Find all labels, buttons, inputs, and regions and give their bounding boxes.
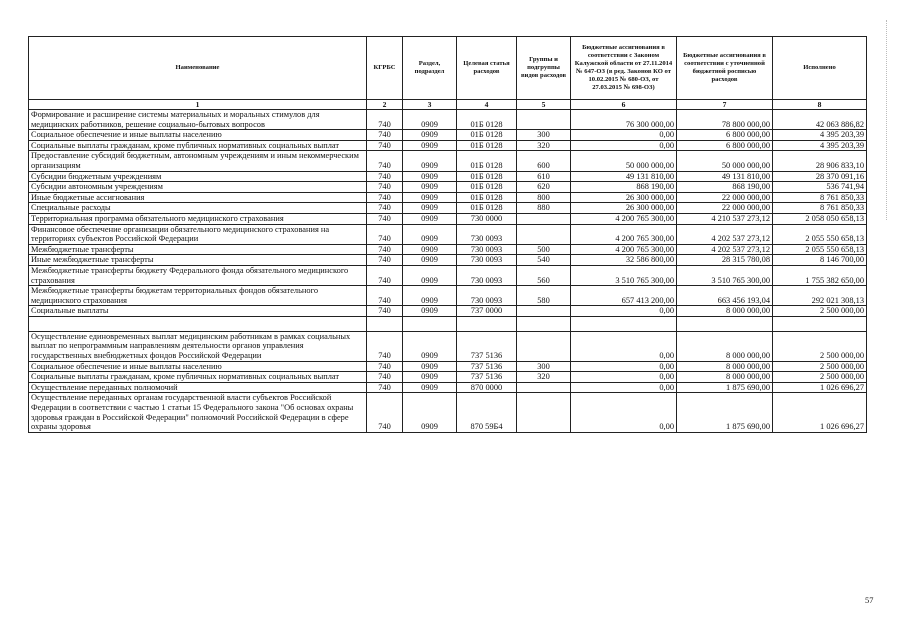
empty-cell	[571, 316, 677, 331]
table-row	[29, 224, 867, 244]
column-number: 7	[677, 100, 773, 110]
cell-executed: 1 026 696,27	[773, 393, 867, 432]
cell-refined: 868 190,00	[677, 182, 773, 193]
cell-refined: 50 000 000,00	[677, 151, 773, 171]
cell-law: 0,00	[571, 372, 677, 383]
cell-law: 32 586 800,00	[571, 255, 677, 266]
cell-kgrbs: 740	[367, 224, 403, 244]
cell-law: 0,00	[571, 130, 677, 141]
cell-refined: 28 315 780,08	[677, 255, 773, 266]
cell-name: Межбюджетные трансферты бюджетам территориальных фондов обязательного медицинского страхования	[29, 286, 367, 306]
cell-kgrbs: 740	[367, 265, 403, 285]
column-number: 1	[29, 100, 367, 110]
cell-executed: 2 500 000,00	[773, 331, 867, 361]
cell-name: Социальные выплаты гражданам, кроме публичных нормативных социальных выплат	[29, 372, 367, 383]
cell-name: Осуществление переданных полномочий	[29, 382, 367, 393]
header-refined: Бюджетные ассигнования в соответствии с уточненной бюджетной росписью расходов	[677, 37, 773, 100]
cell-refined: 4 210 537 273,12	[677, 213, 773, 224]
table-row	[29, 331, 867, 361]
cell-refined: 8 000 000,00	[677, 306, 773, 317]
cell-name: Финансовое обеспечение организации обязательного медицинского страхования на территориях субъектов Российской Федерации	[29, 224, 367, 244]
cell-groups	[517, 306, 571, 317]
cell-target: 730 0093	[457, 265, 517, 285]
table-row	[29, 151, 867, 171]
cell-kgrbs: 740	[367, 110, 403, 130]
header-name: Наименование	[29, 37, 367, 100]
cell-law: 50 000 000,00	[571, 151, 677, 171]
empty-cell	[29, 316, 367, 331]
cell-section: 0909	[403, 306, 457, 317]
cell-refined: 3 510 765 300,00	[677, 265, 773, 285]
scan-edge-mark	[885, 20, 887, 220]
cell-target: 730 0093	[457, 255, 517, 266]
cell-groups: 560	[517, 265, 571, 285]
cell-name: Иные бюджетные ассигнования	[29, 192, 367, 203]
cell-target: 01Б 0128	[457, 110, 517, 130]
table-row	[29, 171, 867, 182]
table-spacer-row	[29, 316, 867, 331]
header-law: Бюджетные ассигнования в соответствии с Законом Калужской области от 27.11.2014 № 647-ОЗ (в ред. Законов КО от 10.02.2015 № 680-ОЗ, от 27.03.2015 № 698-ОЗ)	[571, 37, 677, 100]
table-row	[29, 255, 867, 266]
cell-name: Иные межбюджетные трансферты	[29, 255, 367, 266]
cell-executed: 4 395 203,39	[773, 130, 867, 141]
cell-kgrbs: 740	[367, 331, 403, 361]
cell-law: 0,00	[571, 140, 677, 151]
cell-law: 0,00	[571, 393, 677, 432]
cell-kgrbs: 740	[367, 182, 403, 193]
cell-kgrbs: 740	[367, 192, 403, 203]
column-number: 2	[367, 100, 403, 110]
cell-target: 730 0093	[457, 286, 517, 306]
table-row	[29, 286, 867, 306]
cell-executed: 2 500 000,00	[773, 372, 867, 383]
cell-section: 0909	[403, 255, 457, 266]
cell-name: Социальное обеспечение и иные выплаты населению	[29, 361, 367, 372]
cell-name: Осуществление переданных органам государственной власти субъектов Российской Федерации в соответствии с частью 1 статьи 15 Федерального закона "Об основах охраны здоровья граждан в Российской Федерации" полномочий Российской Федерации в сфере охраны здоровья	[29, 393, 367, 432]
table-row	[29, 244, 867, 255]
cell-refined: 8 000 000,00	[677, 361, 773, 372]
cell-refined: 22 000 000,00	[677, 203, 773, 214]
table-row	[29, 372, 867, 383]
empty-cell	[367, 316, 403, 331]
cell-section: 0909	[403, 361, 457, 372]
table-header-row	[29, 37, 867, 100]
cell-name: Субсидии автономным учреждениям	[29, 182, 367, 193]
cell-target: 01Б 0128	[457, 130, 517, 141]
cell-name: Межбюджетные трансферты	[29, 244, 367, 255]
cell-target: 737 5136	[457, 361, 517, 372]
cell-section: 0909	[403, 393, 457, 432]
cell-groups	[517, 213, 571, 224]
cell-groups: 580	[517, 286, 571, 306]
cell-name: Предоставление субсидий бюджетным, автономным учреждениям и иным некоммерческим организациям	[29, 151, 367, 171]
cell-law: 76 300 000,00	[571, 110, 677, 130]
cell-executed: 4 395 203,39	[773, 140, 867, 151]
cell-section: 0909	[403, 213, 457, 224]
cell-section: 0909	[403, 372, 457, 383]
table-row	[29, 382, 867, 393]
cell-groups: 500	[517, 244, 571, 255]
cell-groups	[517, 382, 571, 393]
cell-target: 870 0000	[457, 382, 517, 393]
cell-executed: 292 021 308,13	[773, 286, 867, 306]
table-row	[29, 140, 867, 151]
table-row	[29, 110, 867, 130]
budget-execution-table	[28, 36, 867, 433]
cell-target: 01Б 0128	[457, 171, 517, 182]
cell-refined: 8 000 000,00	[677, 372, 773, 383]
header-section: Раздел, подраздел	[403, 37, 457, 100]
column-number: 6	[571, 100, 677, 110]
header-target: Целевая статья расходов	[457, 37, 517, 100]
cell-section: 0909	[403, 265, 457, 285]
cell-refined: 4 202 537 273,12	[677, 224, 773, 244]
cell-target: 01Б 0128	[457, 140, 517, 151]
cell-law: 49 131 810,00	[571, 171, 677, 182]
table-row	[29, 130, 867, 141]
cell-groups: 300	[517, 361, 571, 372]
cell-executed: 1 026 696,27	[773, 382, 867, 393]
cell-executed: 42 063 886,82	[773, 110, 867, 130]
empty-cell	[457, 316, 517, 331]
cell-groups: 320	[517, 372, 571, 383]
cell-section: 0909	[403, 192, 457, 203]
page-number: 57	[865, 596, 874, 605]
cell-executed: 28 370 091,16	[773, 171, 867, 182]
cell-kgrbs: 740	[367, 213, 403, 224]
cell-executed: 2 055 550 658,13	[773, 224, 867, 244]
table-row	[29, 182, 867, 193]
header-groups: Группы и подгруппы видов расходов	[517, 37, 571, 100]
cell-executed: 1 755 382 650,00	[773, 265, 867, 285]
cell-target: 01Б 0128	[457, 192, 517, 203]
cell-target: 870 59Б4	[457, 393, 517, 432]
cell-kgrbs: 740	[367, 171, 403, 182]
cell-target: 737 0000	[457, 306, 517, 317]
header-executed: Исполнено	[773, 37, 867, 100]
cell-kgrbs: 740	[367, 372, 403, 383]
cell-kgrbs: 740	[367, 203, 403, 214]
cell-name: Специальные расходы	[29, 203, 367, 214]
empty-cell	[773, 316, 867, 331]
column-number: 5	[517, 100, 571, 110]
column-number: 8	[773, 100, 867, 110]
cell-section: 0909	[403, 140, 457, 151]
cell-executed: 8 761 850,33	[773, 192, 867, 203]
cell-executed: 2 058 050 658,13	[773, 213, 867, 224]
cell-law: 26 300 000,00	[571, 203, 677, 214]
cell-executed: 2 055 550 658,13	[773, 244, 867, 255]
cell-kgrbs: 740	[367, 382, 403, 393]
cell-name: Социальное обеспечение и иные выплаты населению	[29, 130, 367, 141]
cell-name: Межбюджетные трансферты бюджету Федерального фонда обязательного медицинского страхования	[29, 265, 367, 285]
cell-law: 0,00	[571, 306, 677, 317]
cell-executed: 2 500 000,00	[773, 306, 867, 317]
cell-refined: 6 800 000,00	[677, 140, 773, 151]
cell-groups	[517, 110, 571, 130]
header-kgrbs: КГРБС	[367, 37, 403, 100]
column-number: 3	[403, 100, 457, 110]
cell-groups: 880	[517, 203, 571, 214]
column-number: 4	[457, 100, 517, 110]
cell-section: 0909	[403, 331, 457, 361]
cell-groups	[517, 224, 571, 244]
cell-target: 737 5136	[457, 372, 517, 383]
cell-law: 0,00	[571, 331, 677, 361]
cell-section: 0909	[403, 224, 457, 244]
cell-kgrbs: 740	[367, 255, 403, 266]
cell-kgrbs: 740	[367, 140, 403, 151]
cell-kgrbs: 740	[367, 306, 403, 317]
cell-groups: 600	[517, 151, 571, 171]
cell-name: Субсидии бюджетным учреждениям	[29, 171, 367, 182]
cell-refined: 663 456 193,04	[677, 286, 773, 306]
cell-law: 3 510 765 300,00	[571, 265, 677, 285]
cell-section: 0909	[403, 151, 457, 171]
cell-law: 4 200 765 300,00	[571, 213, 677, 224]
cell-target: 730 0000	[457, 213, 517, 224]
cell-law: 0,00	[571, 361, 677, 372]
cell-target: 737 5136	[457, 331, 517, 361]
empty-cell	[517, 316, 571, 331]
cell-law: 4 200 765 300,00	[571, 224, 677, 244]
table-row	[29, 361, 867, 372]
cell-groups: 320	[517, 140, 571, 151]
cell-refined: 49 131 810,00	[677, 171, 773, 182]
cell-kgrbs: 740	[367, 130, 403, 141]
cell-kgrbs: 740	[367, 151, 403, 171]
cell-executed: 28 906 833,10	[773, 151, 867, 171]
cell-refined: 78 800 000,00	[677, 110, 773, 130]
cell-refined: 4 202 537 273,12	[677, 244, 773, 255]
cell-groups: 540	[517, 255, 571, 266]
cell-name: Территориальная программа обязательного медицинского страхования	[29, 213, 367, 224]
cell-executed: 8 761 850,33	[773, 203, 867, 214]
cell-name: Социальные выплаты гражданам, кроме публичных нормативных социальных выплат	[29, 140, 367, 151]
cell-law: 26 300 000,00	[571, 192, 677, 203]
cell-executed: 8 146 700,00	[773, 255, 867, 266]
cell-name: Социальные выплаты	[29, 306, 367, 317]
cell-groups: 300	[517, 130, 571, 141]
cell-groups	[517, 331, 571, 361]
cell-target: 01Б 0128	[457, 203, 517, 214]
table-row	[29, 203, 867, 214]
cell-groups: 620	[517, 182, 571, 193]
cell-name: Формирование и расширение системы материальных и моральных стимулов для медицинских работников, решение социально-бытовых вопросов	[29, 110, 367, 130]
cell-refined: 1 875 690,00	[677, 382, 773, 393]
cell-section: 0909	[403, 182, 457, 193]
cell-target: 730 0093	[457, 224, 517, 244]
cell-target: 730 0093	[457, 244, 517, 255]
cell-kgrbs: 740	[367, 361, 403, 372]
table-row	[29, 192, 867, 203]
cell-name: Осуществление единовременных выплат медицинским работникам в рамках социальных выплат по непрограммным направлениям деятельности органов управления государственных внебюджетных фондов Российской Федерации	[29, 331, 367, 361]
cell-section: 0909	[403, 244, 457, 255]
cell-section: 0909	[403, 171, 457, 182]
cell-groups	[517, 393, 571, 432]
cell-refined: 22 000 000,00	[677, 192, 773, 203]
cell-section: 0909	[403, 286, 457, 306]
cell-kgrbs: 740	[367, 244, 403, 255]
table-row	[29, 393, 867, 432]
cell-groups: 800	[517, 192, 571, 203]
table-row	[29, 213, 867, 224]
cell-refined: 1 875 690,00	[677, 393, 773, 432]
cell-target: 01Б 0128	[457, 182, 517, 193]
cell-refined: 8 000 000,00	[677, 331, 773, 361]
column-number-row	[29, 100, 867, 110]
cell-groups: 610	[517, 171, 571, 182]
cell-section: 0909	[403, 130, 457, 141]
cell-section: 0909	[403, 110, 457, 130]
table-row	[29, 265, 867, 285]
cell-section: 0909	[403, 382, 457, 393]
cell-law: 4 200 765 300,00	[571, 244, 677, 255]
cell-section: 0909	[403, 203, 457, 214]
table-row	[29, 306, 867, 317]
cell-refined: 6 800 000,00	[677, 130, 773, 141]
cell-executed: 536 741,94	[773, 182, 867, 193]
empty-cell	[677, 316, 773, 331]
empty-cell	[403, 316, 457, 331]
cell-law: 868 190,00	[571, 182, 677, 193]
cell-law: 0,00	[571, 382, 677, 393]
cell-kgrbs: 740	[367, 286, 403, 306]
table-body	[29, 110, 867, 433]
cell-target: 01Б 0128	[457, 151, 517, 171]
cell-kgrbs: 740	[367, 393, 403, 432]
cell-law: 657 413 200,00	[571, 286, 677, 306]
cell-executed: 2 500 000,00	[773, 361, 867, 372]
